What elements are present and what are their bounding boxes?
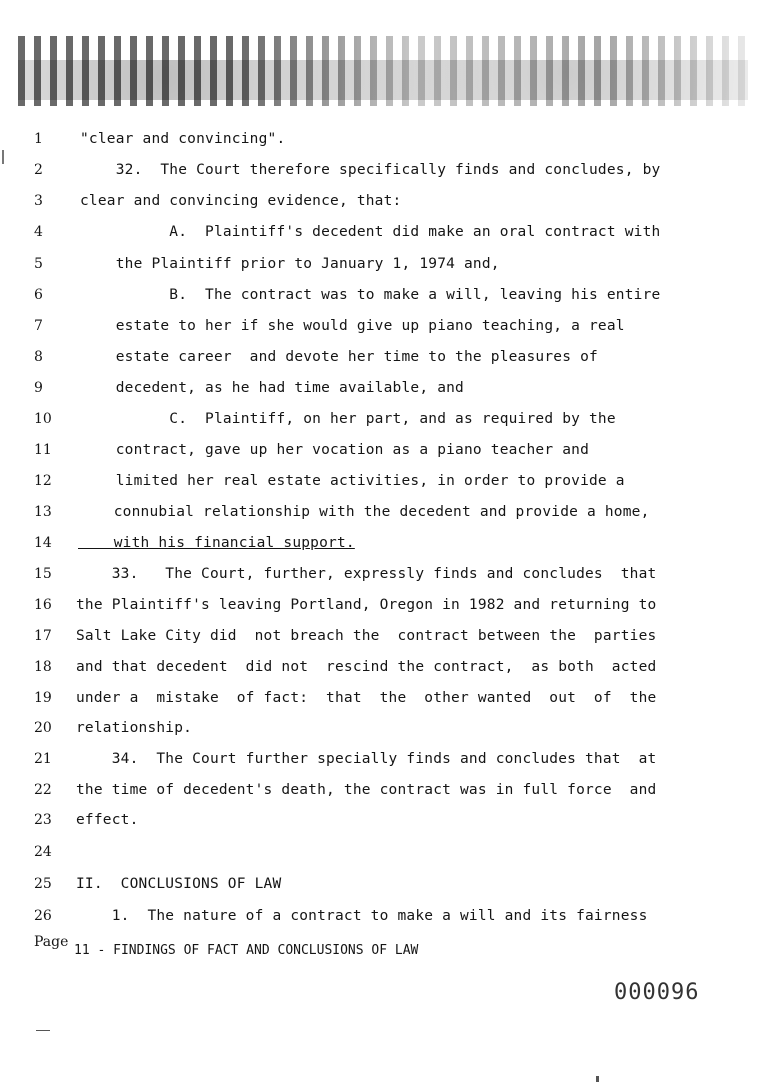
scan-artifact-shading: [18, 60, 748, 100]
line-text: limited her real estate activities, in order to provide a: [80, 473, 625, 489]
line-number: 16: [34, 597, 52, 613]
line-text: decedent, as he had time available, and: [80, 380, 464, 396]
line-text: the Plaintiff's leaving Portland, Oregon in 1982 and returning to: [76, 597, 657, 613]
line-text: B. The contract was to make a will, leaving his entire: [80, 287, 661, 303]
line-number: 24: [34, 844, 52, 860]
line-text: under a mistake of fact: that the other wanted out of the: [76, 690, 657, 706]
line-text: A. Plaintiff's decedent did make an oral contract with: [80, 224, 661, 240]
line-text: estate career and devote her time to the pleasures of: [80, 349, 598, 365]
line-text: 33. The Court, further, expressly finds and concludes that: [76, 566, 657, 582]
line-text: estate to her if she would give up piano teaching, a real: [80, 318, 625, 334]
line-number: 23: [34, 812, 52, 828]
line-text: with his financial support.: [78, 535, 355, 551]
line-number: 21: [34, 751, 52, 767]
bates-number: 000096: [614, 980, 700, 1005]
line-number: 3: [34, 193, 43, 209]
line-text: 34. The Court further specially finds and concludes that at: [76, 751, 657, 767]
line-text: C. Plaintiff, on her part, and as required by the: [80, 411, 616, 427]
line-text: II. CONCLUSIONS OF LAW: [76, 876, 282, 892]
line-text: effect.: [76, 812, 139, 828]
line-number: 19: [34, 690, 52, 706]
line-text: clear and convincing evidence, that:: [80, 193, 402, 209]
line-text: and that decedent did not rescind the contract, as both acted: [76, 659, 657, 675]
line-number: 5: [34, 256, 43, 272]
line-number: 22: [34, 782, 52, 798]
line-text: 32. The Court therefore specifically finds and concludes, by: [80, 162, 661, 178]
line-number: 26: [34, 908, 52, 924]
line-number: 10: [34, 411, 52, 427]
line-number: 2: [34, 162, 43, 178]
scan-speck: [36, 1030, 50, 1031]
line-number: 18: [34, 659, 52, 675]
line-number: 7: [34, 318, 43, 334]
line-text: the Plaintiff prior to January 1, 1974 and,: [80, 256, 500, 272]
line-text: "clear and convincing".: [80, 131, 286, 147]
line-number: 9: [34, 380, 43, 396]
scan-speck: [2, 150, 4, 164]
line-number: 8: [34, 349, 43, 365]
line-text: 1. The nature of a contract to make a will and its fairness: [76, 908, 648, 924]
footer-title: 11 - FINDINGS OF FACT AND CONCLUSIONS OF LAW: [74, 943, 419, 958]
scan-speck: [596, 1076, 599, 1082]
page-label: Page: [34, 934, 69, 950]
line-number: 17: [34, 628, 52, 644]
line-number: 14: [34, 535, 52, 551]
line-number: 1: [34, 131, 43, 147]
line-text: connubial relationship with the decedent and provide a home,: [78, 504, 650, 520]
line-text: Salt Lake City did not breach the contract between the parties: [76, 628, 657, 644]
line-number: 12: [34, 473, 52, 489]
line-number: 6: [34, 287, 43, 303]
line-number: 4: [34, 224, 43, 240]
line-text: contract, gave up her vocation as a piano teacher and: [80, 442, 589, 458]
line-number: 11: [34, 442, 52, 458]
line-number: 20: [34, 720, 52, 736]
line-number: 15: [34, 566, 52, 582]
line-text: relationship.: [76, 720, 193, 736]
line-text: the time of decedent's death, the contract was in full force and: [76, 782, 657, 798]
line-number: 25: [34, 876, 52, 892]
line-number: 13: [34, 504, 52, 520]
